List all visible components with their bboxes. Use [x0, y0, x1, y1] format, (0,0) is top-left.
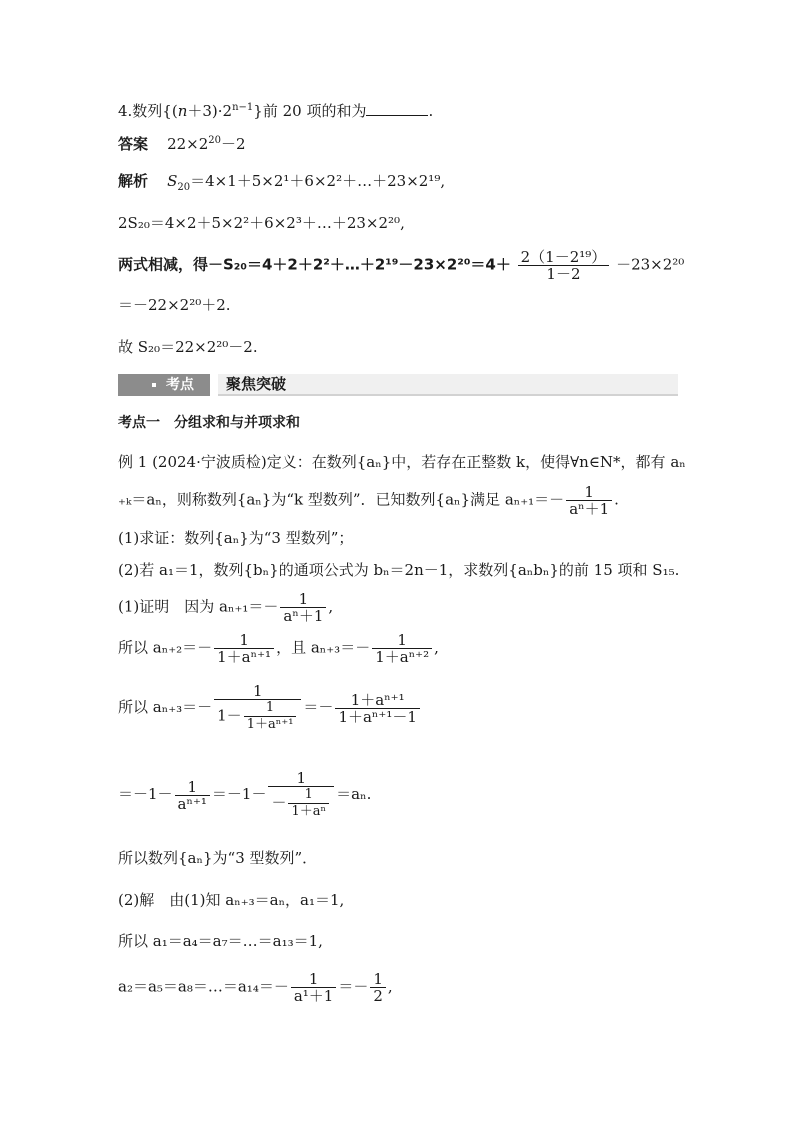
- banner-tag-label: 考点: [166, 377, 194, 393]
- proof-text: ＝－1－: [118, 785, 173, 803]
- fraction-numerator: 1: [268, 770, 334, 787]
- fraction-denominator: aⁿ⁺¹: [177, 794, 207, 813]
- fraction-denominator: [214, 700, 301, 733]
- fraction: [291, 971, 337, 1004]
- denominator-text: －: [271, 793, 287, 812]
- proof-line-2: [118, 632, 439, 665]
- solution-text: ,: [387, 977, 393, 996]
- problem-var: n: [177, 102, 188, 120]
- fraction-denominator: 1＋aⁿ⁺¹: [217, 648, 272, 666]
- bullet-icon: [152, 383, 156, 387]
- fraction: [566, 484, 612, 517]
- proof-text: ，且 aₙ₊₃＝－: [276, 638, 371, 657]
- banner-title: 聚焦突破: [218, 374, 678, 396]
- proof-line-3: [118, 683, 422, 733]
- problem-text: 4.数列{(: [118, 102, 178, 120]
- solution-text: a₂＝a₅＝a₈＝…＝a₁₄＝－: [118, 977, 289, 996]
- solution-line-3: [118, 971, 393, 1004]
- fraction-numerator: 1: [291, 971, 337, 988]
- analysis-line-4: ＝－22×2²⁰＋2.: [118, 296, 231, 314]
- fraction-numerator: 1: [214, 632, 274, 649]
- answer-value-tail: －2: [221, 135, 246, 153]
- fraction-numerator: 2（1－2¹⁹）: [518, 249, 610, 266]
- analysis-line-5: 故 S₂₀＝22×2²⁰－2.: [118, 338, 258, 356]
- proof-text: ＝－: [303, 698, 334, 716]
- fraction-numerator: 1: [288, 787, 329, 804]
- fraction-numerator: 1: [244, 700, 297, 717]
- fraction-denominator: 1＋aⁿ⁺¹－1: [338, 707, 417, 726]
- answer-exponent: 20: [208, 135, 222, 146]
- fraction-numerator: 1: [372, 632, 432, 649]
- fraction: [280, 591, 326, 624]
- problem-text: ＋3)·2: [187, 102, 233, 120]
- banner-tag: [118, 374, 210, 396]
- nested-fraction: [244, 700, 297, 733]
- fraction-denominator: a¹＋1: [293, 987, 334, 1005]
- fraction: [370, 971, 386, 1004]
- example-text: ₊ₖ＝aₙ，则称数列{aₙ}为“k 型数列”．已知数列{aₙ}满足 aₙ₊₁＝－: [118, 490, 565, 509]
- answer-blank: [366, 102, 428, 116]
- fraction: [214, 683, 301, 733]
- fraction-denominator: 1＋aⁿ⁺¹: [246, 717, 294, 732]
- denominator-text: 1－: [217, 706, 242, 725]
- sum-subscript: 20: [177, 182, 191, 193]
- problem-exponent: n−1: [232, 102, 254, 113]
- question-2: (2)若 a₁＝1，数列{bₙ}的通项公式为 bₙ＝2n－1，求数列{aₙbₙ}的前 15 项和 S₁₅.: [118, 561, 680, 579]
- example-text: .: [614, 490, 619, 509]
- proof-text: ＝aₙ.: [336, 785, 372, 803]
- fraction: [268, 770, 334, 820]
- proof-text: (1)证明 因为 aₙ₊₁＝－: [118, 597, 279, 616]
- sum-symbol: S: [167, 172, 178, 190]
- analysis-label: 解析: [118, 172, 149, 190]
- fraction: [372, 632, 432, 665]
- fraction-denominator: 1－2: [546, 265, 581, 283]
- answer-line: [118, 134, 246, 154]
- proof-line-4: [118, 770, 371, 820]
- proof-line-5: 所以数列{aₙ}为“3 型数列”．: [118, 849, 318, 867]
- analysis-line-2: 2S₂₀＝4×2＋5×2²＋6×2³＋…＋23×2²⁰,: [118, 214, 405, 232]
- example-line-1: 例 1 (2024·宁波质检)定义：在数列{aₙ}中，若存在正整数 k，使得∀n∈N*，都有 aₙ: [118, 453, 686, 471]
- nested-fraction: [288, 787, 329, 820]
- fraction: [518, 249, 610, 282]
- fraction-numerator: 1: [175, 779, 210, 796]
- fraction: [175, 779, 210, 812]
- solution-line-1: (2)解 由(1)知 aₙ₊₃＝aₙ，a₁＝1,: [118, 891, 345, 909]
- fraction-denominator: [268, 787, 334, 820]
- fraction-denominator: aⁿ＋1: [569, 500, 610, 518]
- proof-line-1: [118, 591, 333, 624]
- fraction-numerator: 1: [214, 683, 301, 700]
- equation-text: ＝4×1＋5×2¹＋6×2²＋…＋23×2¹⁹,: [190, 172, 446, 190]
- solution-line-2: 所以 a₁＝a₄＝a₇＝…＝a₁₃＝1,: [118, 932, 323, 950]
- fraction-numerator: 1: [566, 484, 612, 501]
- fraction-denominator: 1＋aⁿ: [291, 804, 327, 819]
- question-1: (1)求证：数列{aₙ}为“3 型数列”；: [118, 529, 354, 547]
- fraction-numerator: 1: [370, 971, 386, 988]
- proof-text: ,: [434, 638, 439, 657]
- fraction: [335, 692, 419, 725]
- fraction-denominator: 2: [373, 987, 383, 1005]
- section-banner: [118, 374, 678, 396]
- proof-text: ＝－1－: [211, 785, 267, 803]
- section-heading: 考点一 分组求和与并项求和: [118, 415, 300, 431]
- equation-text: －23×2²⁰: [616, 255, 685, 274]
- fraction-numerator: 1: [280, 591, 326, 608]
- problem-4: [118, 101, 433, 121]
- analysis-line-3: [118, 249, 684, 282]
- answer-value: 22×2: [167, 135, 209, 153]
- fraction-denominator: 1＋aⁿ⁺²: [375, 648, 430, 666]
- example-line-2: [118, 484, 619, 517]
- proof-text: 所以 aₙ₊₂＝－: [118, 638, 213, 657]
- proof-text: 所以 aₙ₊₃＝－: [118, 698, 213, 716]
- fraction-numerator: 1＋aⁿ⁺¹: [335, 692, 419, 709]
- fraction: [214, 632, 274, 665]
- solution-text: ＝－: [338, 977, 369, 996]
- answer-label: 答案: [118, 135, 149, 153]
- proof-text: ,: [328, 597, 334, 616]
- analysis-line-1: [118, 171, 445, 191]
- equation-text: 两式相减，得－S₂₀＝4＋2＋2²＋…＋2¹⁹－23×2²⁰＝4＋: [118, 255, 511, 274]
- problem-text: }前 20 项的和为: [253, 102, 367, 120]
- problem-text: .: [428, 102, 434, 120]
- fraction-denominator: aⁿ＋1: [283, 607, 324, 625]
